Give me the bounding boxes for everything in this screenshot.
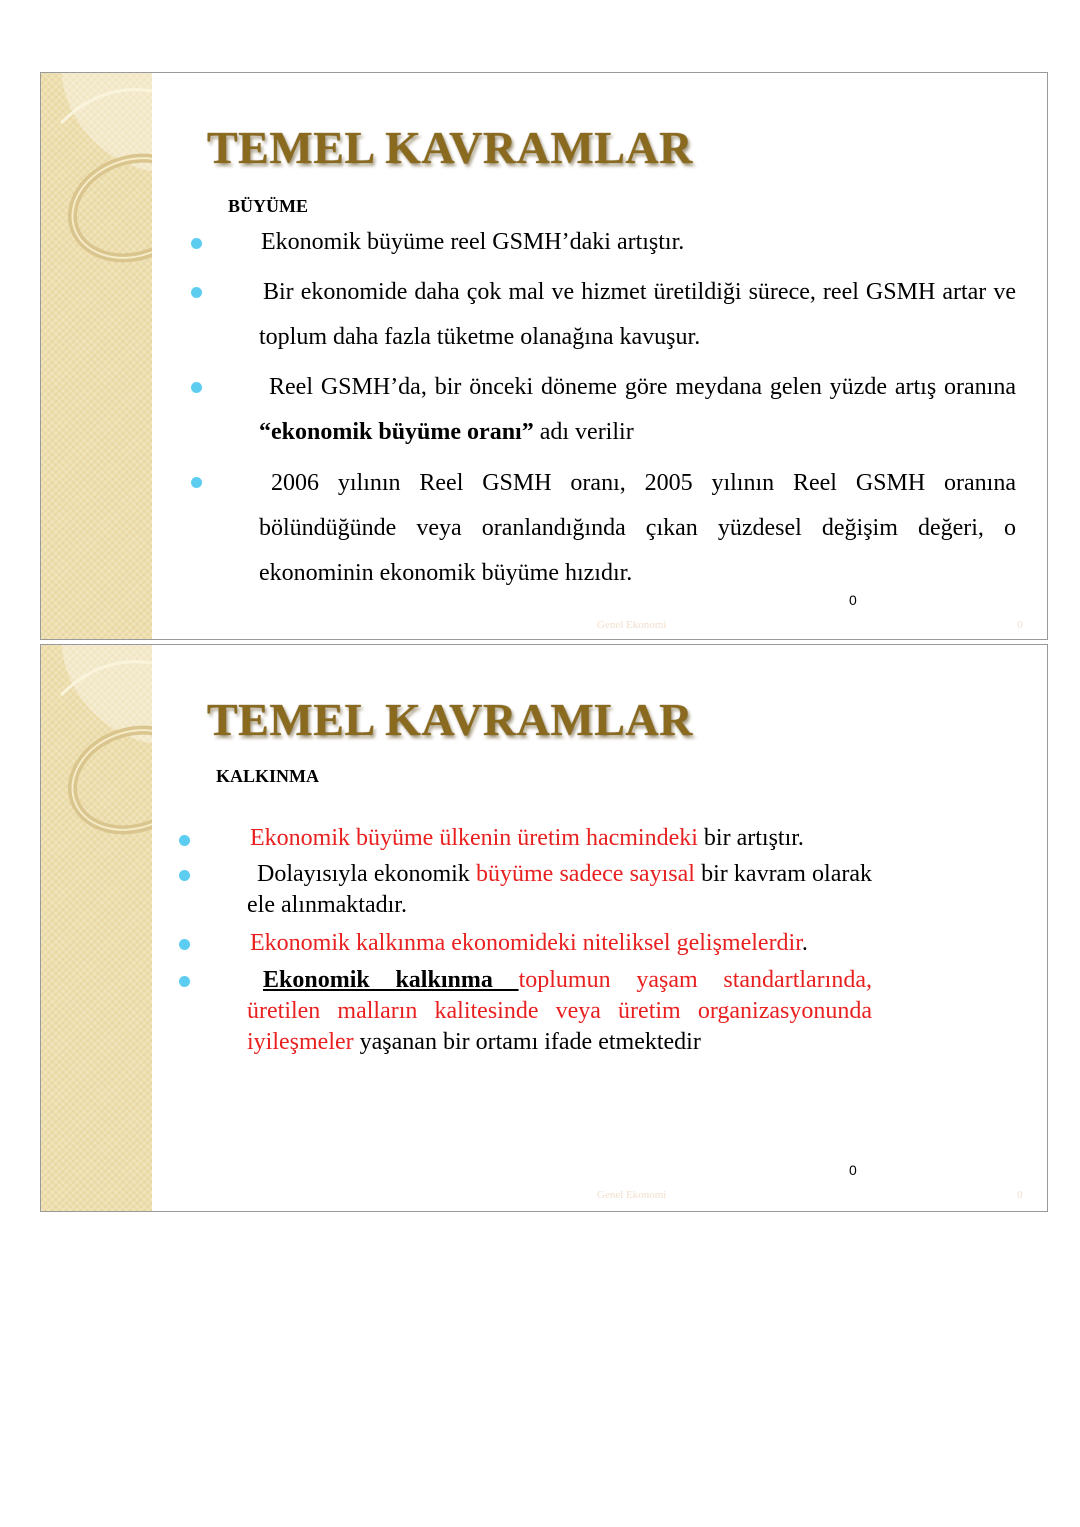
page-number: 0	[849, 592, 857, 608]
bullet-icon	[179, 835, 190, 846]
emphasis-text: Ekonomik büyüme ülkenin üretim hacmindeki	[250, 825, 698, 851]
bullet-icon	[191, 287, 202, 298]
bullet-icon	[191, 238, 202, 249]
page-number: 0	[849, 1162, 857, 1178]
emphasis-text: Ekonomik kalkınma ekonomideki niteliksel gelişmelerdir	[250, 930, 802, 956]
footer-text: Genel Ekonomi	[597, 619, 667, 631]
decorative-sidebar	[41, 73, 152, 639]
emphasis-text: büyüme sadece sayısal	[475, 861, 695, 887]
bullet-text-4	[247, 965, 872, 1058]
slide-title: TEMEL KAVRAMLAR	[207, 694, 693, 745]
bullet-icon	[191, 382, 202, 393]
bullet-text-3	[259, 365, 1016, 455]
footer-number: 0	[1017, 1189, 1023, 1201]
text-run: Dolayısıyla ekonomik	[257, 861, 476, 887]
bullet-text-3	[250, 928, 872, 959]
bullet-text-1: Ekonomik büyüme reel GSMH’daki artıştır.	[261, 229, 685, 255]
underlined-term: Ekonomik kalkınma	[263, 967, 519, 993]
text-run: yaşanan bir ortamı ifade etmektedir	[353, 1029, 701, 1055]
text-run: .	[801, 930, 808, 956]
bullet-icon	[179, 870, 190, 881]
text-run: bir kavram olarak ele alınmaktadır.	[247, 861, 873, 918]
slide-kalkinma	[40, 644, 1048, 1212]
bullet-text-1	[250, 823, 872, 854]
slide-title: TEMEL KAVRAMLAR	[207, 122, 693, 173]
footer-text: Genel Ekonomi	[597, 1189, 667, 1201]
bullet-icon	[179, 939, 190, 950]
emphasis-text: toplumun yaşam standartlarında, üretilen malların kalitesinde veya üretim organizasyonunda iyileşmeler	[247, 967, 872, 1055]
text-run: Reel GSMH’da, bir önceki döneme göre meydana gelen yüzde artış oranına	[269, 374, 1016, 400]
bullet-icon	[191, 477, 202, 488]
bullet-text-2	[247, 859, 872, 921]
bold-term: “ekonomik büyüme oranı”	[259, 419, 534, 445]
decorative-sidebar	[41, 645, 152, 1211]
footer-number: 0	[1017, 619, 1023, 631]
ring-ornament-icon	[41, 73, 152, 273]
section-heading: KALKINMA	[216, 766, 319, 786]
slide-buyume	[40, 72, 1048, 640]
bullet-text-2: Bir ekonomide daha çok mal ve hizmet üretildiği sürece, reel GSMH artar ve toplum daha fazla tüketme olanağına kavuşur.	[259, 279, 1016, 350]
ring-ornament-icon	[41, 645, 152, 845]
bullet-text-4: 2006 yılının Reel GSMH oranı, 2005 yılının Reel GSMH oranına bölündüğünde veya oranlandığında çıkan yüzdesel değişim değeri, o ekonominin ekonomik büyüme hızıdır.	[259, 470, 1016, 586]
text-run: adı verilir	[533, 419, 634, 445]
text-run: bir artıştır.	[697, 825, 804, 851]
bullet-icon	[179, 976, 190, 987]
section-heading: BÜYÜME	[228, 196, 308, 216]
